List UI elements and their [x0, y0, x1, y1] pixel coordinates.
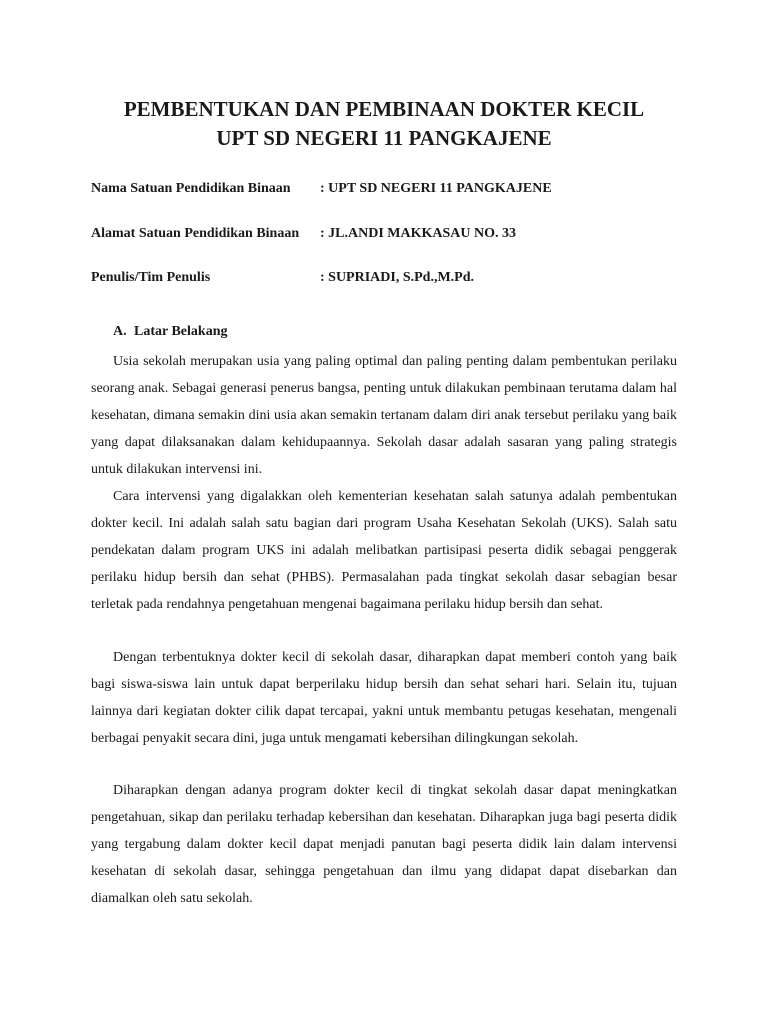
body-paragraph: Diharapkan dengan adanya program dokter kecil di tingkat sekolah dasar dapat meningkatkan pengetahuan, sikap dan perilaku terhadap kebersihan dan kesehatan. Diharapkan juga bagi peserta didik yang tergabung dalam dokter kecil dapat menjadi panutan bagi peserta didik lain dalam intervensi kesehatan di sekolah dasar, sehingga pengetahuan dan ilmu yang didapat dapat disebarkan dan diamalkan oleh satu sekolah. [91, 783, 677, 906]
body-paragraph: Cara intervensi yang digalakkan oleh kementerian kesehatan salah satunya adalah pembentukan dokter kecil. Ini adalah salah satu bagian dari program Usaha Kesehatan Sekolah (UKS). Salah satu pendekatan dalam program UKS ini adalah melibatkan partisipasi peserta didik sebagai penggerak perilaku hidup bersih dan sehat (PHBS). Permasalahan pada tingkat sekolah dasar sebagian besar terletak pada rendahnya pengetahuan mengenai bagaimana perilaku hidup bersih dan sehat. [91, 489, 677, 612]
section-number: A. [113, 324, 127, 339]
meta-value: : UPT SD NEGERI 11 PANGKAJENE [320, 181, 552, 196]
document-title-line-2: UPT SD NEGERI 11 PANGKAJENE [216, 126, 552, 150]
meta-label: Nama Satuan Pendidikan Binaan [91, 181, 291, 196]
meta-label: Penulis/Tim Penulis [91, 270, 211, 285]
body-paragraph: Dengan terbentuknya dokter kecil di sekolah dasar, diharapkan dapat memberi contoh yang baik bagi siswa-siswa lain untuk dapat berperilaku hidup bersih dan sehat sehari hari. Selain itu, tujuan lainnya dari kegiatan dokter cilik dapat tercapai, yakni untuk membantu petugas kesehatan, mengenali berbagai penyakit secara dini, juga untuk mengamati kebersihan dilingkungan sekolah. [91, 650, 677, 746]
body-paragraph: Usia sekolah merupakan usia yang paling optimal dan paling penting dalam pembentukan perilaku seorang anak. Sebagai generasi penerus bangsa, penting untuk dilakukan pembinaan terutama dalam hal kesehatan, dimana semakin dini usia akan semakin tertanam dalam diri anak tersebut perilaku yang baik yang dapat dilaksanakan dalam kehidupaannya. Sekolah dasar adalah sasaran yang paling strategis untuk dilakukan intervensi ini. [91, 354, 677, 477]
meta-value: : SUPRIADI, S.Pd.,M.Pd. [320, 270, 475, 285]
meta-label: Alamat Satuan Pendidikan Binaan [91, 226, 300, 241]
document-title-line-1: PEMBENTUKAN DAN PEMBINAAN DOKTER KECIL [123, 97, 645, 121]
section-title: Latar Belakang [134, 324, 228, 339]
meta-value: : JL.ANDI MAKKASAU NO. 33 [320, 226, 516, 241]
section-heading [113, 322, 227, 342]
